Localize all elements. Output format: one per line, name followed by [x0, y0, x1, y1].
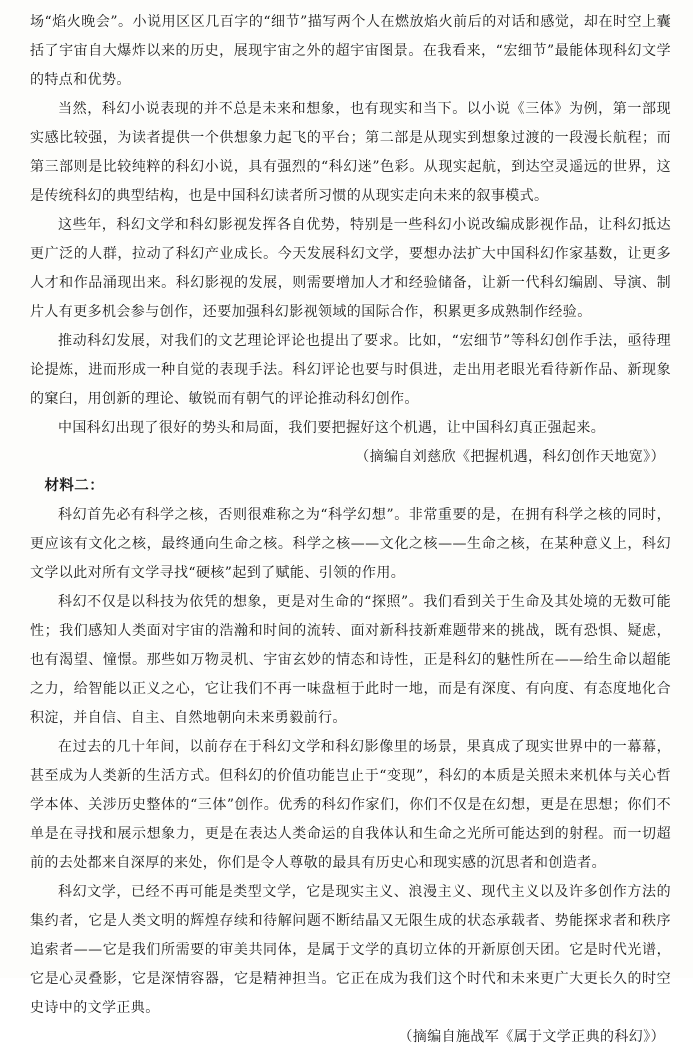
material2-heading: 材料二：: [44, 478, 105, 494]
material1-paragraph-4: 中国科幻出现了很好的势头和局面，我们要把握好这个机遇，让中国科幻真正强起来。: [58, 420, 606, 436]
material2-source: （摘编自施战军《属于文学正典的科幻》）: [398, 1029, 665, 1045]
material1-paragraph-3: 推动科幻发展，对我们的文艺理论评论也提出了要求。比如，“宏细节”等科幻创作手法，亟待理论提炼，进而形成一种自觉的表现手法。科幻评论也要与时俱进，走出用老眼光看待新作品、新现象的窠臼，用创新的理论、敏锐而有朝气的评论推动科幻创作。: [30, 333, 671, 407]
material2-paragraph-2: 科幻不仅是以科技为依凭的想象，更是对生命的“探照”。我们看到关于生命及其处境的无数可能性；我们感知人类面对宇宙的浩瀚和时间的流转、面对新科技新难题带来的挑战，既有恐惧、疑虑，也有渴望、憧憬。那些如万物灵机、宇宙玄妙的情态和诗性，正是科幻的魅性所在——给生命以超能之力，给智能以正义之心，它让我们不再一味盘桓于此时一地，而是有深度、有向度、有态度地化合积淀，并自信、自主、自然地朝向未来勇毅前行。: [30, 594, 671, 726]
material1-paragraph-0: 场“焰火晚会”。小说用区区几百字的“细节”描写两个人在燃放焰火前后的对话和感觉，却在时空上囊括了宇宙自大爆炸以来的历史，展现宇宙之外的超宇宙图景。在我看来，“宏细节”最能体现科幻文学的特点和优势。: [30, 14, 671, 88]
material1-paragraph-1: 当然，科幻小说表现的并不总是未来和想象，也有现实和当下。以小说《三体》为例，第一部现实感比较强，为读者提供一个供想象力起飞的平台；第二部是从现实到想象过渡的一段漫长航程；而第三部则是比较纯粹的科幻小说，具有强烈的“科幻迷”色彩。从现实起航，到达空灵遥远的世界，这是传统科幻的典型结构，也是中国科幻读者所习惯的从现实走向未来的叙事模式。: [30, 101, 671, 204]
material1-source: （摘编自刘慈欣《把握机遇，科幻创作天地宽》）: [355, 449, 665, 465]
material1-paragraph-2: 这些年，科幻文学和科幻影视发挥各自优势，特别是一些科幻小说改编成影视作品，让科幻抵达更广泛的人群，拉动了科幻产业成长。今天发展科幻文学，要想办法扩大中国科幻作家基数，让更多人才和作品涌现出来。科幻影视的发展，则需要增加人才和经验储备，让新一代科幻编剧、导演、制片人有更多机会参与创作，还要加强科幻影视领域的国际合作，积累更多成熟制作经验。: [30, 217, 671, 320]
material2-paragraph-3: 在过去的几十年间，以前存在于科幻文学和科幻影像里的场景，果真成了现实世界中的一幕幕，甚至成为人类新的生活方式。但科幻的价值功能岂止于“变现”，科幻的本质是关照未来机体与关心哲学本体、关涉历史整体的“三体”创作。优秀的科幻作家们，你们不仅是在幻想，更是在思想；你们不单是在寻找和展示想象力，更是在表达人类命运的自我体认和生命之光所可能达到的射程。而一切超前的去处都来自深厚的来处，你们是令人尊敬的最具有历史心和现实感的沉思者和创造者。: [30, 739, 671, 871]
material2-paragraph-1: 科幻首先必有科学之核，否则很难称之为“科学幻想”。非常重要的是，在拥有科学之核的同时，更应该有文化之核，最终通向生命之核。科学之核——文化之核——生命之核，在某种意义上，科幻文学以此对所有文学寻找“硬核”起到了赋能、引领的作用。: [30, 507, 671, 581]
material2-paragraph-4: 科幻文学，已经不再可能是类型文学，它是现实主义、浪漫主义、现代主义以及许多创作方法的集约者，它是人类文明的辉煌存续和待解问题不断结晶又无限生成的状态承载者、势能探求者和秩序追索者——它是我们所需要的审美共同体，是属于文学的真切立体的开新原创天团。它是时代光谱，它是心灵叠影，它是深情容器，它是精神担当。它正在成为我们这个时代和未来更广大更长久的时空史诗中的文学正典。: [30, 884, 671, 1016]
